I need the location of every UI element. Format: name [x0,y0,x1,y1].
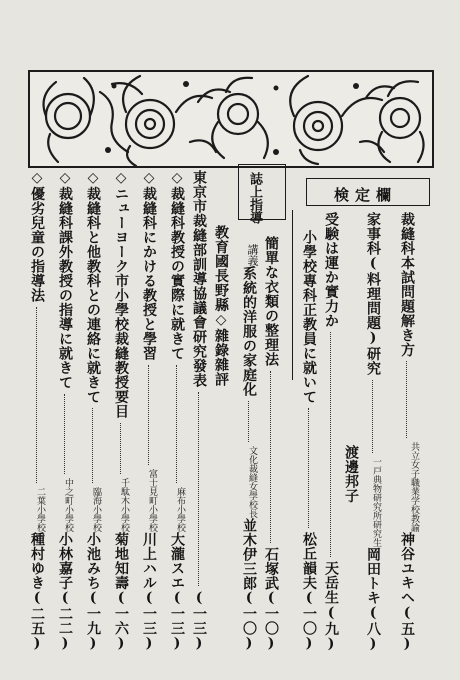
dot-leader [300,408,309,528]
dot-leader [140,365,149,466]
column-divider [292,210,293,380]
dot-leader [190,392,199,587]
toc-entry-7[interactable]: 東京市裁縫部訓導協議會研究發表 (一三) [191,170,207,652]
toc-entry-8[interactable]: ◇裁縫科教授の實際に就きて 麻布小學校 大瀧スエ (一三) [169,170,185,652]
toc-entry-5[interactable]: 簡單な衣類の整理法 石塚武 (一〇) [263,236,279,652]
floral-ornament-icon [30,72,432,166]
toc-entry-13[interactable]: ◇優劣兒童の指導法 二葉小學校 種村ゆき (二五) [29,170,45,652]
decorative-banner [28,70,434,168]
toc-entry-6[interactable]: 講義 系統的洋服の家庭化 文化裁縫女學校長 並木伊三郎 (一〇) [241,244,259,652]
toc-entry-1[interactable]: 裁縫科本試問題解き方 共立女子職業学校教諭 神谷ユキヘ (五) [399,212,419,652]
toc-entry-4[interactable]: 小學校專科正教員に就いて 松丘韻夫 (一〇) [301,230,317,652]
toc-extra-author: 渡邊邦子 [343,445,359,503]
heading-nagano: 教育國長野縣◇雜錄雜評 [213,225,229,387]
dot-leader [398,361,407,438]
section-header-kentei: 検定欄 [334,186,398,204]
toc-entry-2[interactable]: 家事科(料理問題)研究 一戸典物研究所研究生 岡田トキ (八) [365,212,381,652]
toc-entry-10[interactable]: ◇ニューヨーク市小學校裁縫教授要目 千駄木小學校 菊地知壽 (一六) [113,170,129,652]
section-label-shijo: 誌上指導 [247,172,262,224]
dot-leader [84,408,93,483]
dot-leader [56,394,65,475]
toc-entry-3[interactable]: 受験は運か實力か 天岳生 (九) [323,212,339,652]
dot-leader [240,401,249,442]
dot-leader [28,307,37,484]
toc-entry-11[interactable]: ◇裁縫科と他教科との連絡に就きて 臨海小學校 小池みち (一九) [85,170,101,652]
toc-entry-12[interactable]: ◇裁縫科課外教授の指導に就きて 中之町小學校 小林嘉子 (二二) [57,170,73,652]
toc-entry-9[interactable]: ◇裁縫科にかける教授と學習 富士見町小學校 川上ハル (一三) [141,170,157,652]
dot-leader [168,365,177,484]
dot-leader [112,423,121,475]
dot-leader [364,380,373,453]
dot-leader [322,332,331,557]
dot-leader [262,371,271,543]
